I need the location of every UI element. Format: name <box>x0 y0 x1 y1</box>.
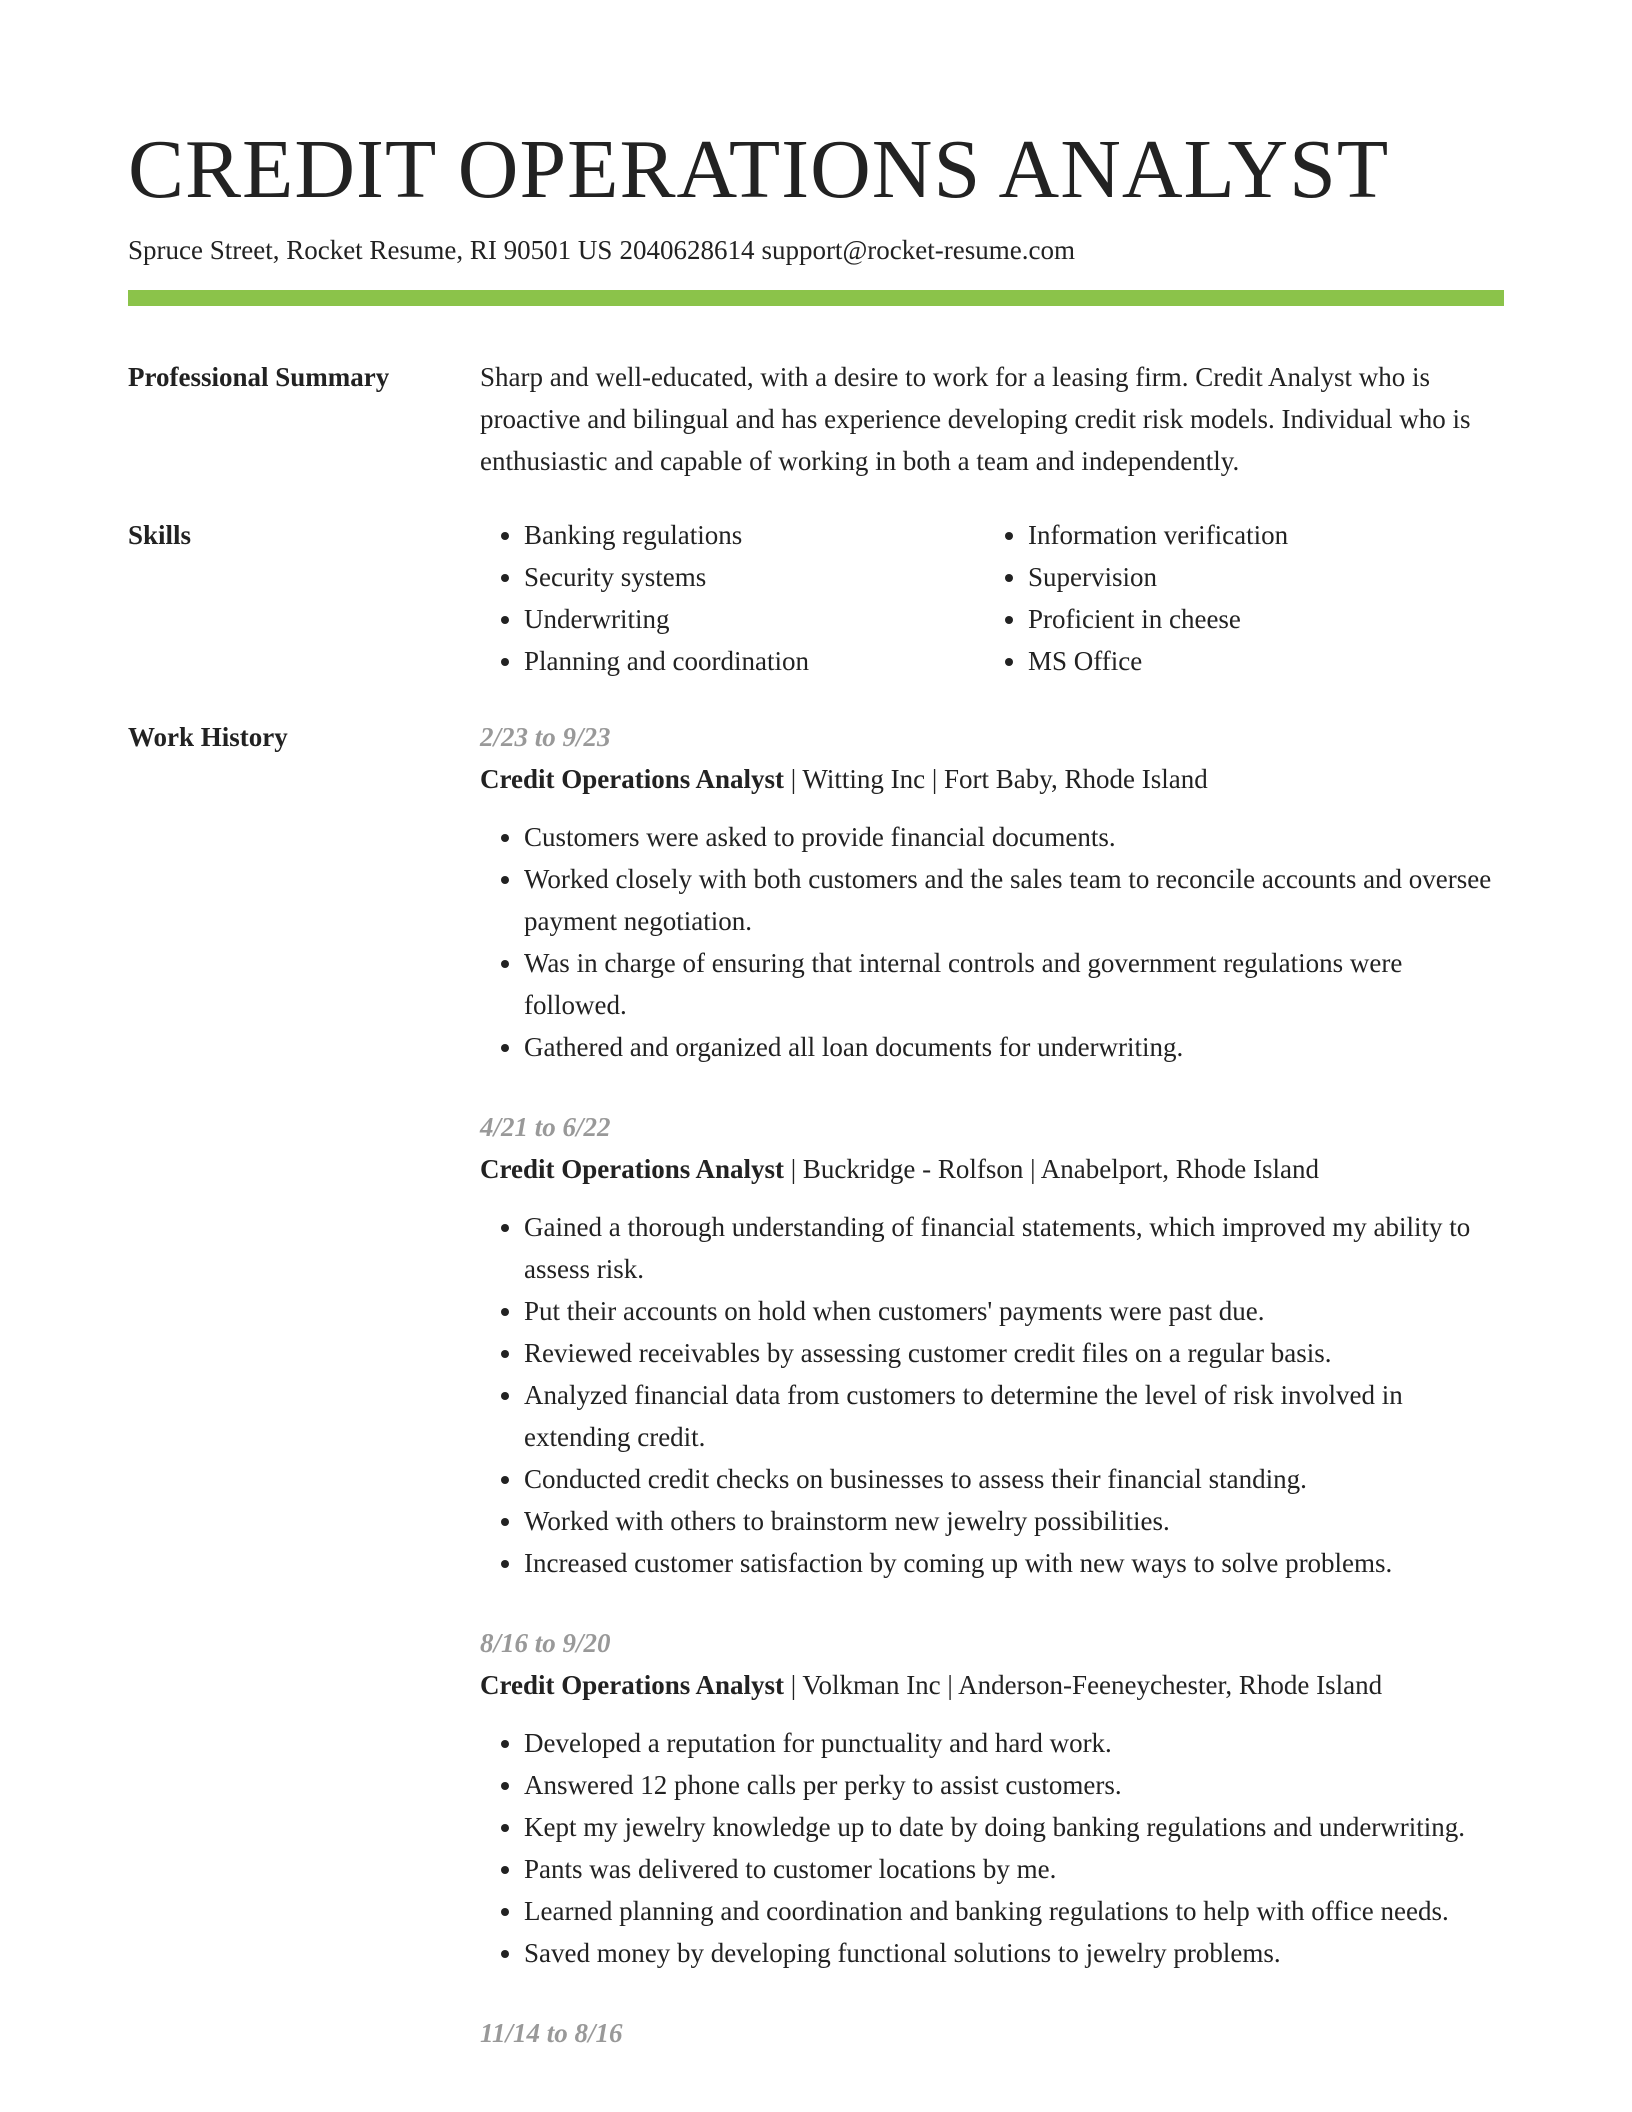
job-title: Credit Operations Analyst <box>480 1154 785 1184</box>
skill-item: • Planning and coordination <box>524 640 984 682</box>
skill-item: • Security systems <box>524 556 984 598</box>
job-bullet: • Was in charge of ensuring that internal controls and government regulations were followed. <box>524 942 1504 1026</box>
job-bullet: • Worked with others to brainstorm new jewelry possibilities. <box>524 1500 1504 1542</box>
job-bullets <box>480 1722 1504 1974</box>
job-heading <box>480 1664 1504 1706</box>
job-bullet: • Saved money by developing functional solutions to jewelry problems. <box>524 1932 1504 1974</box>
job-bullet: • Worked closely with both customers and the sales team to reconcile accounts and oversee payment negotiation. <box>524 858 1504 942</box>
skills-heading: Skills <box>128 520 192 550</box>
job-dates: 11/14 to 8/16 <box>480 2018 623 2048</box>
job-bullet: • Analyzed financial data from customers to determine the level of risk involved in extending credit. <box>524 1374 1504 1458</box>
job-bullet: • Kept my jewelry knowledge up to date by doing banking regulations and underwriting. <box>524 1806 1504 1848</box>
job-bullet: • Gathered and organized all loan documents for underwriting. <box>524 1026 1504 1068</box>
job-heading <box>480 758 1504 800</box>
job-bullet: • Learned planning and coordination and banking regulations to help with office needs. <box>524 1890 1504 1932</box>
job-bullet: • Put their accounts on hold when customers' payments were past due. <box>524 1290 1504 1332</box>
job-dates: 8/16 to 9/20 <box>480 1628 611 1658</box>
job-entry <box>480 1622 1504 1974</box>
summary-text: Sharp and well-educated, with a desire to work for a leasing firm. Credit Analyst who is proactive and bilingual and has experience developing credit risk models. Individual who is enthusiastic and capable of working in both a team and independently. <box>480 362 1471 476</box>
summary-section <box>128 356 1504 482</box>
job-bullet: • Customers were asked to provide financial documents. <box>524 816 1504 858</box>
job-bullets <box>480 816 1504 1068</box>
job-bullet: • Gained a thorough understanding of financial statements, which improved my ability to assess risk. <box>524 1206 1504 1290</box>
job-bullet: • Developed a reputation for punctuality and hard work. <box>524 1722 1504 1764</box>
work-history-heading: Work History <box>128 722 288 752</box>
accent-divider <box>128 290 1504 306</box>
skill-item: • Underwriting <box>524 598 984 640</box>
job-bullet: • Reviewed receivables by assessing customer credit files on a regular basis. <box>524 1332 1504 1374</box>
summary-heading: Professional Summary <box>128 362 390 392</box>
contact-address: Spruce Street, Rocket Resume, RI 90501 US <box>128 235 613 265</box>
contact-email: support@rocket-resume.com <box>761 235 1075 265</box>
job-bullet: • Increased customer satisfaction by coming up with new ways to solve problems. <box>524 1542 1504 1584</box>
skill-item: • Proficient in cheese <box>1028 598 1488 640</box>
job-heading <box>480 1148 1504 1190</box>
job-title: Credit Operations Analyst <box>480 764 785 794</box>
skill-item: • Information verification <box>1028 514 1488 556</box>
job-bullets <box>480 1206 1504 1584</box>
job-details: | Buckridge - Rolfson | Anabelport, Rhode Island <box>784 1154 1319 1184</box>
job-bullet: • Answered 12 phone calls per perky to assist customers. <box>524 1764 1504 1806</box>
skill-item: • MS Office <box>1028 640 1488 682</box>
job-details: | Volkman Inc | Anderson-Feeneychester, Rhode Island <box>784 1670 1383 1700</box>
work-history-section <box>128 716 1504 2054</box>
resume-name: CREDIT OPERATIONS ANALYST <box>128 123 1390 216</box>
contact-phone: 2040628614 <box>619 235 755 265</box>
job-bullet: • Pants was delivered to customer locations by me. <box>524 1848 1504 1890</box>
skills-section <box>128 514 1504 682</box>
job-entry <box>480 1106 1504 1584</box>
skill-item: • Supervision <box>1028 556 1488 598</box>
job-title: Credit Operations Analyst <box>480 1670 785 1700</box>
job-entry <box>480 716 1504 1068</box>
skill-item: • Banking regulations <box>524 514 984 556</box>
job-dates: 4/21 to 6/22 <box>480 1112 611 1142</box>
resume-page <box>128 120 1504 2054</box>
job-bullet: • Conducted credit checks on businesses to assess their financial standing. <box>524 1458 1504 1500</box>
job-details: | Witting Inc | Fort Baby, Rhode Island <box>784 764 1208 794</box>
skills-list-left <box>480 514 984 682</box>
skills-list-right <box>984 514 1488 682</box>
job-dates: 2/23 to 9/23 <box>480 722 611 752</box>
contact-line <box>128 232 1504 268</box>
